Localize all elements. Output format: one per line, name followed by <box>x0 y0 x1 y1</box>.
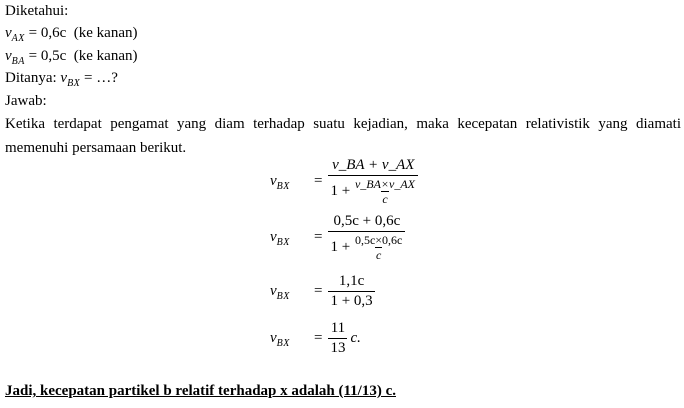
conclusion-text: Jadi, kecepatan partikel b relatif terhadap x adalah (11/13) c. <box>5 383 396 399</box>
asked-sub: BX <box>67 78 81 89</box>
eq3-lhs <box>270 283 310 302</box>
eq4-lhs-sub: BX <box>276 338 290 349</box>
answer-intro: Ketika terdapat pengamat yang diam terhadap suatu kejadian, maka kecepatan relativistik yang diamati memenuhi persamaan berikut. <box>5 116 681 156</box>
eq1-lhs-var: v <box>270 173 277 189</box>
eq1-fraction <box>328 158 418 205</box>
eq2-den-prefix: 1 + <box>330 238 351 255</box>
eq1-inner-num: v_BA×v_AX <box>354 177 416 191</box>
v-ax-value: = 0,6c <box>24 25 67 41</box>
asked-label: Ditanya: <box>5 70 57 86</box>
eq3-equals: = <box>314 283 323 299</box>
asked-line <box>5 70 118 89</box>
eq1-inner-den: c <box>382 192 388 206</box>
eq1-lhs <box>270 173 310 192</box>
eq1-lhs-sub: BX <box>276 181 290 192</box>
eq2-equals: = <box>314 229 323 245</box>
equation-1 <box>270 158 418 205</box>
eq4-denominator: 13 <box>330 340 346 356</box>
eq1-inner-fraction <box>354 178 416 205</box>
answer-heading: Jawab: <box>5 93 47 109</box>
eq2-inner-num: 0,5c×0,6c <box>354 233 403 247</box>
eq2-inner-fraction <box>354 234 403 261</box>
eq4-numerator: 11 <box>330 320 346 336</box>
eq1-den-prefix: 1 + <box>330 182 351 199</box>
eq4-lhs-var: v <box>270 330 277 346</box>
eq4-fraction <box>328 321 347 356</box>
v-ba-value: = 0,5c <box>24 48 67 64</box>
eq2-fraction <box>328 214 405 261</box>
eq1-denominator <box>328 175 418 205</box>
eq2-denominator <box>328 231 405 261</box>
given-heading: Diketahui: <box>5 3 69 19</box>
asked-var: v <box>60 70 68 86</box>
eq2-lhs-sub: BX <box>276 237 290 248</box>
eq3-numerator: 1,1c <box>338 273 365 289</box>
equation-3 <box>270 274 375 309</box>
v-ba-var: v <box>5 48 12 64</box>
eq3-fraction <box>328 274 374 309</box>
eq4-lhs <box>270 330 310 349</box>
v-ax-note: (ke kanan) <box>73 25 138 41</box>
eq4-equals: = <box>314 330 323 346</box>
equation-2 <box>270 214 405 261</box>
eq2-lhs-var: v <box>270 229 277 245</box>
eq2-lhs <box>270 229 310 248</box>
eq3-lhs-sub: BX <box>276 291 290 302</box>
eq3-lhs-var: v <box>270 283 277 299</box>
eq3-denominator: 1 + 0,3 <box>330 293 373 309</box>
eq1-equals: = <box>314 173 323 189</box>
given-v-ax <box>5 25 138 44</box>
eq2-numerator: 0,5c + 0,6c <box>333 213 401 229</box>
v-ba-sub: BA <box>11 56 25 67</box>
v-ax-var: v <box>5 25 12 41</box>
given-v-ba <box>5 48 138 67</box>
eq4-suffix: c. <box>350 330 361 346</box>
v-ax-sub: AX <box>11 33 25 44</box>
v-ba-note: (ke kanan) <box>73 48 138 64</box>
equation-4 <box>270 321 361 356</box>
eq2-inner-den: c <box>375 248 382 262</box>
eq1-numerator: v_BA + v_AX <box>332 157 415 173</box>
asked-value: = …? <box>80 70 118 86</box>
